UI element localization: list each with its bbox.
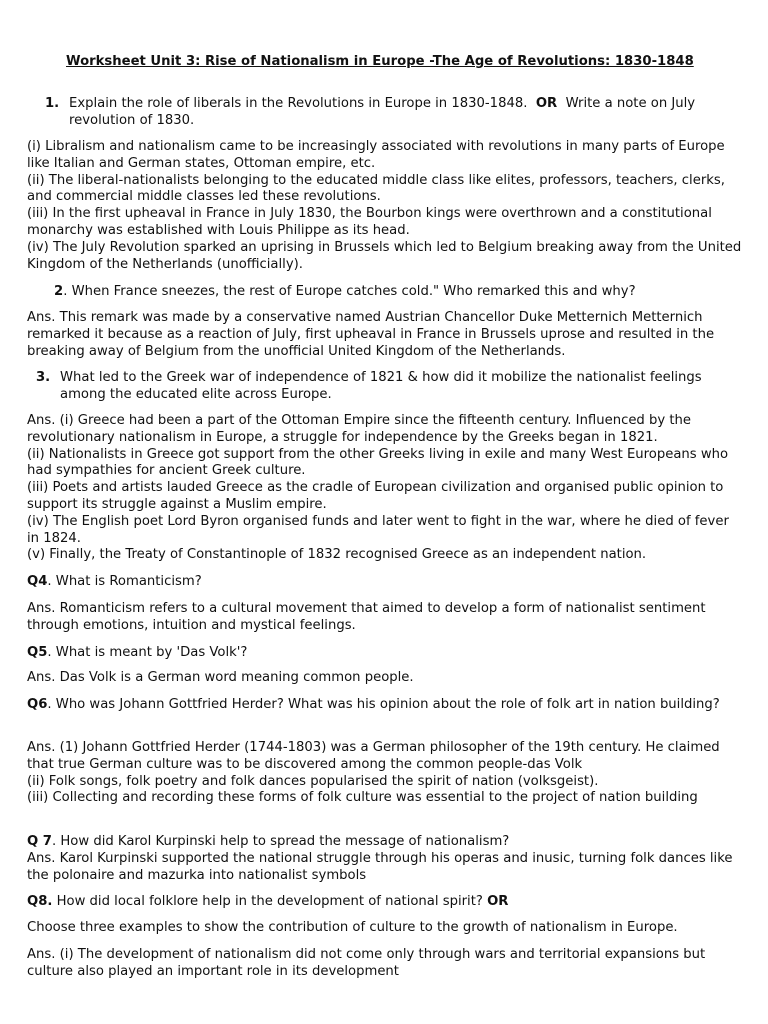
question-7	[27, 834, 743, 851]
answer-2	[27, 310, 743, 360]
question-text: What led to the Greek war of independence of 1821 & how did it mobilize the nationalist feelings among the educated elite across Europe.	[60, 370, 702, 402]
answer-line: (ii) The liberal-nationalists belonging to the educated middle class like elites, professors, teachers, clerks, and commercial middle classes led these revolutions.	[27, 172, 725, 205]
question-2	[54, 284, 734, 301]
or-label: OR	[535, 96, 558, 111]
question-text: Choose three examples to show the contribution of culture to the growth of nationalism in Europe.	[27, 920, 678, 935]
answer-line: (ii) Folk songs, folk poetry and folk dances popularised the spirit of nation (volksgeist).	[27, 773, 599, 789]
question-number: Q4	[27, 574, 48, 589]
answer-line: Ans. (i) The development of nationalism did not come only through wars and territorial expansions but culture also played an important role in its development	[27, 947, 706, 979]
question-number: 1.	[45, 96, 60, 111]
answer-line: (iv) The English poet Lord Byron organised funds and later went to fight in the war, where he died of fever in 1824.	[27, 513, 729, 546]
answer-3	[27, 413, 743, 564]
answer-line: Ans. Das Volk is a German word meaning common people.	[27, 670, 414, 685]
question-number: Q6	[27, 697, 48, 712]
question-6	[27, 697, 743, 714]
answer-line: (iii) In the first upheaval in France in July 1830, the Bourbon kings were overthrown and a constitutional monarchy was established with Louis Philippe as its head.	[27, 206, 712, 238]
question-8-alt	[27, 920, 743, 937]
question-text: How did local folklore help in the development of national spirit?	[52, 894, 488, 909]
answer-line: Ans. Karol Kurpinski supported the national struggle through his operas and inusic, turning folk dances like the polonaire and mazurka into nationalist symbols	[27, 851, 733, 883]
question-number: 3.	[36, 370, 51, 385]
answer-7	[27, 851, 743, 885]
question-text: . When France sneezes, the rest of Europe catches cold." Who remarked this and why?	[63, 284, 636, 299]
answer-line: Ans. (i) Greece had been a part of the Ottoman Empire since the fifteenth century. Influenced by the revolutionary nationalism in Europe, a struggle for independence by the Greeks began in 1821.	[27, 413, 692, 445]
answer-line: Ans. This remark was made by a conservative named Austrian Chancellor Duke Metternich Metternich remarked it because as a reaction of July, first upheaval in France in Brussels uprose and resulted in the breaking away of Belgium from the unofficial United Kingdom of the Netherlands.	[27, 310, 715, 359]
or-label: OR	[487, 894, 509, 909]
answer-5	[27, 670, 743, 687]
question-number: Q 7	[27, 834, 52, 849]
answer-line: (iv) The July Revolution sparked an uprising in Brussels which led to Belgium breaking away from the United Kingdom of the Netherlands (unofficially).	[27, 239, 742, 272]
answer-1	[27, 139, 743, 273]
answer-6	[27, 740, 743, 807]
question-text-part: Explain the role of liberals in the Revolutions in Europe in 1830-1848.	[69, 96, 528, 111]
answer-line: Ans. Romanticism refers to a cultural movement that aimed to develop a form of nationalist sentiment through emotions, intuition and mystical feelings.	[27, 601, 706, 633]
question-text: . What is Romanticism?	[47, 574, 202, 589]
answer-8	[27, 947, 743, 981]
question-text-part: Write a note on July revolution of 1830.	[69, 96, 696, 128]
question-text	[69, 96, 725, 130]
answer-line: (iii) Poets and artists lauded Greece as the cradle of European civilization and organised public opinion to support its struggle against a Muslim empire.	[27, 480, 724, 512]
question-number: 2	[54, 284, 64, 299]
answer-4	[27, 601, 743, 635]
question-text: . How did Karol Kurpinski help to spread the message of nationalism?	[51, 834, 510, 849]
question-4	[27, 574, 743, 591]
question-1	[45, 96, 725, 130]
question-number: Q5	[27, 645, 48, 660]
question-3	[36, 370, 706, 404]
worksheet-title: Worksheet Unit 3: Rise of Nationalism in Europe -The Age of Revolutions: 1830-1848	[66, 54, 694, 69]
question-text: . Who was Johann Gottfried Herder? What was his opinion about the role of folk art in nation building?	[47, 697, 720, 712]
question-text: . What is meant by 'Das Volk'?	[47, 645, 248, 660]
answer-line: Ans. (1) Johann Gottfried Herder (1744-1803) was a German philosopher of the 19th century. He claimed that true German culture was to be discovered among the common people-das Volk	[27, 740, 720, 772]
answer-line: (ii) Nationalists in Greece got support from the other Greeks living in exile and many West Europeans who had sympathies for ancient Greek culture.	[27, 446, 729, 479]
answer-line: (v) Finally, the Treaty of Constantinople of 1832 recognised Greece as an independent nation.	[27, 547, 647, 563]
answer-line: (iii) Collecting and recording these forms of folk culture was essential to the project of nation building	[27, 790, 698, 806]
question-8	[27, 894, 743, 911]
question-number: Q8.	[27, 894, 53, 909]
question-5	[27, 645, 743, 662]
answer-line: (i) Libralism and nationalism came to be increasingly associated with revolutions in many parts of Europe like Italian and German states, Ottoman empire, etc.	[27, 139, 725, 171]
